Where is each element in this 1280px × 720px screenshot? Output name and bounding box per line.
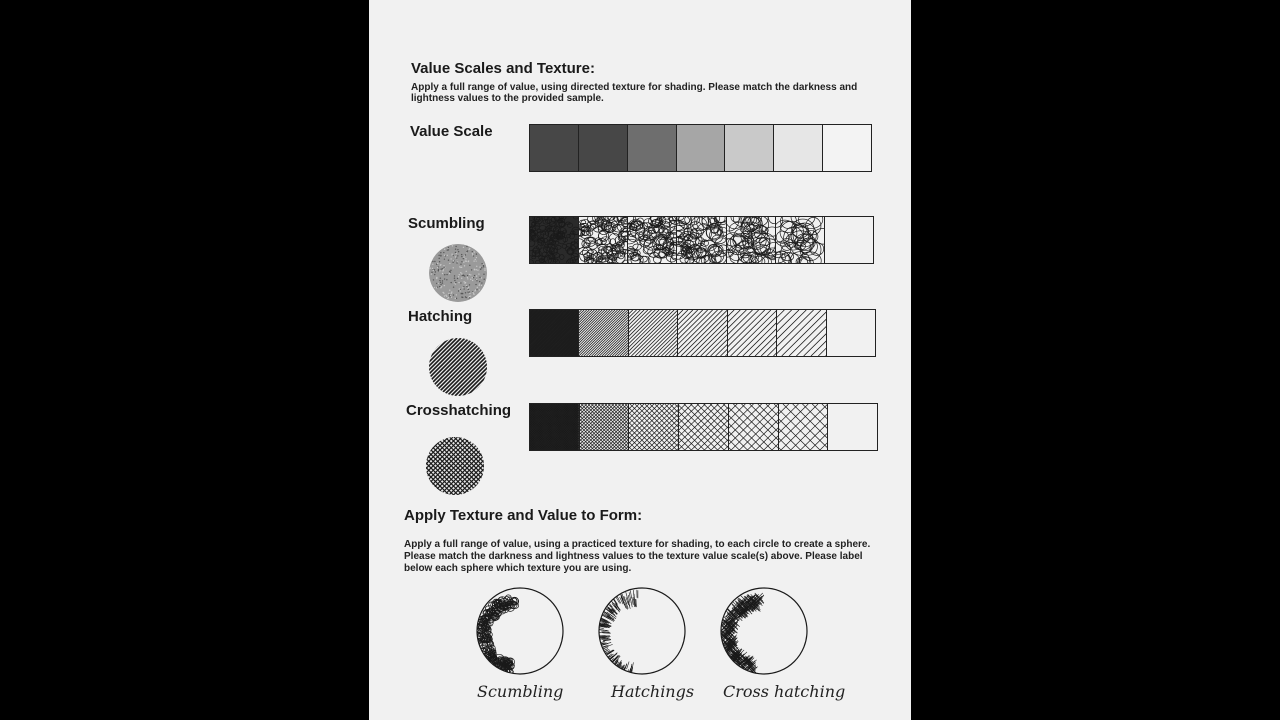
section-title-value-scales: Value Scales and Texture: (411, 60, 595, 77)
crosshatching-cell-1 (530, 404, 580, 450)
crosshatching-cell-2 (580, 404, 630, 450)
crosshatching-cell-5 (729, 404, 779, 450)
section-title-texture-form: Apply Texture and Value to Form: (404, 507, 643, 524)
hatching-cell-1 (530, 310, 579, 356)
value-cell-6 (774, 125, 823, 171)
crosshatching-strip (529, 403, 878, 451)
scumbling-cell-6 (776, 217, 825, 263)
row-label-hatching: Hatching (408, 308, 473, 325)
scumbling-cell-3 (628, 217, 677, 263)
row-label-crosshatching: Crosshatching (406, 402, 512, 419)
hatching-cell-5 (728, 310, 777, 356)
hatching-sample-circle (429, 338, 487, 396)
hatching-strip (529, 309, 876, 357)
value-cell-1 (530, 125, 579, 171)
scumbling-cell-5 (727, 217, 776, 263)
value-cell-3 (628, 125, 677, 171)
hatching-cell-4 (678, 310, 727, 356)
scumbling-cell-7 (825, 217, 873, 263)
scumbling-strip (529, 216, 874, 264)
hatching-cell-2 (579, 310, 628, 356)
crosshatching-cell-7 (828, 404, 877, 450)
sphere-scumbling (475, 586, 565, 676)
sphere-label-hatching: Hatchings (611, 682, 695, 701)
crosshatching-cell-3 (629, 404, 679, 450)
hatching-cell-3 (629, 310, 678, 356)
row-label-value-scale: Value Scale (410, 123, 493, 140)
value-cell-5 (725, 125, 774, 171)
value-scale-strip (529, 124, 872, 172)
worksheet-page (369, 0, 911, 720)
section-instructions-texture-form: Apply a full range of value, using a practiced texture for shading, to each circle to create a sphere. Please match the darkness and lightness values to the texture value scale(s) above. Please label below each sphere which texture you are using. (404, 539, 871, 574)
crosshatching-cell-4 (679, 404, 729, 450)
hatching-cell-6 (777, 310, 826, 356)
sphere-crosshatching (719, 586, 809, 676)
scumbling-cell-4 (677, 217, 726, 263)
hatching-cell-7 (827, 310, 875, 356)
crosshatching-cell-6 (779, 404, 829, 450)
value-cell-2 (579, 125, 628, 171)
scumbling-cell-2 (579, 217, 628, 263)
row-label-scumbling: Scumbling (408, 215, 485, 232)
sphere-label-crosshatching: Cross hatching (723, 682, 846, 701)
sphere-hatching (597, 586, 687, 676)
scumbling-cell-1 (530, 217, 579, 263)
sphere-label-scumbling: Scumbling (477, 682, 564, 701)
scumbling-sample-circle (429, 244, 487, 302)
crosshatching-sample-circle (426, 437, 484, 495)
section-instructions-value-scales: Apply a full range of value, using directed texture for shading. Please match the darkness and lightness values to the provided sample. (411, 82, 858, 104)
value-cell-7 (823, 125, 871, 171)
value-cell-4 (677, 125, 726, 171)
